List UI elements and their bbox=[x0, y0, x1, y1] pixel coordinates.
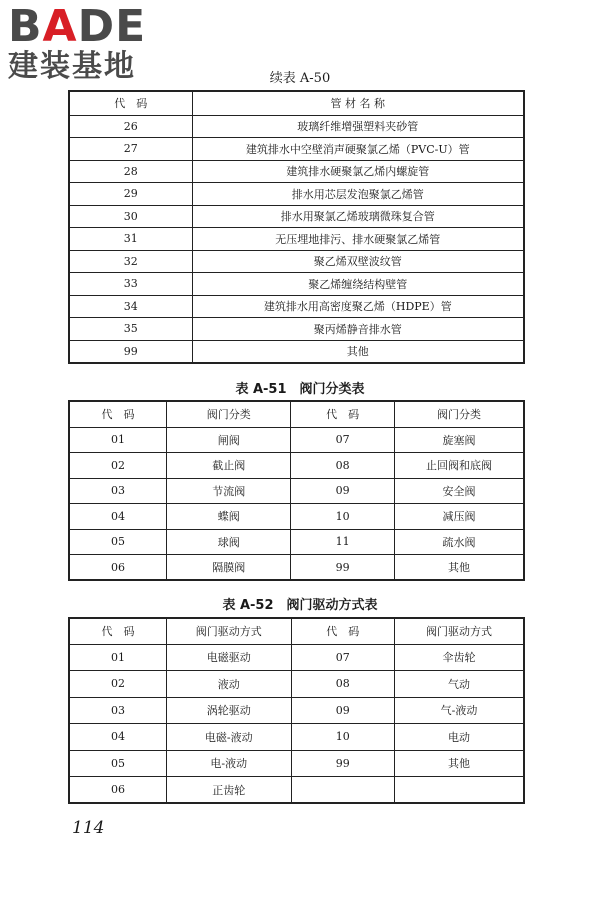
table-cell: 电-液动 bbox=[167, 750, 292, 777]
column-header-code: 代 码 bbox=[69, 91, 192, 115]
table-a50 bbox=[68, 90, 525, 364]
table-cell: 32 bbox=[69, 250, 192, 273]
table-row bbox=[69, 777, 524, 804]
column-header-drive-method: 阀门驱动方式 bbox=[167, 618, 292, 644]
table-row bbox=[69, 340, 524, 363]
table-row bbox=[69, 318, 524, 341]
table-cell: 99 bbox=[69, 340, 192, 363]
table-cell: 11 bbox=[291, 529, 394, 555]
table-cell: 10 bbox=[291, 724, 394, 751]
table-cell: 排水用芯层发泡聚氯乙烯管 bbox=[192, 183, 524, 206]
table-row bbox=[69, 228, 524, 251]
table-cell: 电磁驱动 bbox=[167, 644, 292, 671]
table-cell: 无压埋地排污、排水硬聚氯乙烯管 bbox=[192, 228, 524, 251]
table-row bbox=[69, 671, 524, 698]
table-cell: 其他 bbox=[192, 340, 524, 363]
table-cell: 旋塞阀 bbox=[394, 427, 524, 453]
table-cell: 玻璃纤维增强塑料夹砂管 bbox=[192, 115, 524, 138]
table-cell: 蝶阀 bbox=[167, 504, 291, 530]
table-cell: 液动 bbox=[167, 671, 292, 698]
table-a52-caption: 表 A-52 阀门驱动方式表 bbox=[222, 598, 378, 613]
table-row bbox=[69, 250, 524, 273]
column-header-code: 代 码 bbox=[69, 618, 167, 644]
table-row bbox=[69, 138, 524, 161]
table-cell: 35 bbox=[69, 318, 192, 341]
table-cell: 06 bbox=[69, 555, 167, 581]
column-header-code: 代 码 bbox=[291, 618, 394, 644]
table-cell: 气动 bbox=[394, 671, 524, 698]
table-cell: 31 bbox=[69, 228, 192, 251]
column-header-code: 代 码 bbox=[69, 401, 167, 427]
table-row bbox=[69, 750, 524, 777]
table-row bbox=[69, 160, 524, 183]
table-cell: 隔膜阀 bbox=[167, 555, 291, 581]
table-cell: 07 bbox=[291, 644, 394, 671]
table-cell: 聚乙烯缠绕结构壁管 bbox=[192, 273, 524, 296]
table-cell: 排水用聚氯乙烯玻璃微珠复合管 bbox=[192, 205, 524, 228]
table-cell: 电磁-液动 bbox=[167, 724, 292, 751]
column-header-pipe-name: 管 材 名 称 bbox=[192, 91, 524, 115]
table-cell: 电动 bbox=[394, 724, 524, 751]
table-cell: 09 bbox=[291, 478, 394, 504]
table-cell: 33 bbox=[69, 273, 192, 296]
table-row bbox=[69, 555, 524, 581]
table-cell: 其他 bbox=[394, 750, 524, 777]
table-a52 bbox=[68, 617, 525, 804]
table-header-row bbox=[69, 618, 524, 644]
table-cell: 截止阀 bbox=[167, 453, 291, 479]
table-cell: 07 bbox=[291, 427, 394, 453]
table-cell: 闸阀 bbox=[167, 427, 291, 453]
table-cell: 止回阀和底阀 bbox=[394, 453, 524, 479]
column-header-valve-type: 阀门分类 bbox=[167, 401, 291, 427]
table-row bbox=[69, 205, 524, 228]
table-row bbox=[69, 529, 524, 555]
table-cell: 26 bbox=[69, 115, 192, 138]
table-row bbox=[69, 295, 524, 318]
table-row bbox=[69, 453, 524, 479]
table-cell: 01 bbox=[69, 427, 167, 453]
table-row bbox=[69, 273, 524, 296]
column-header-valve-type: 阀门分类 bbox=[394, 401, 524, 427]
table-cell: 09 bbox=[291, 697, 394, 724]
table-row bbox=[69, 724, 524, 751]
table-cell: 球阀 bbox=[167, 529, 291, 555]
table-row bbox=[69, 478, 524, 504]
table-cell: 06 bbox=[69, 777, 167, 804]
table-cell: 05 bbox=[69, 529, 167, 555]
table-a51-caption: 表 A-51 阀门分类表 bbox=[235, 382, 365, 397]
table-cell: 聚丙烯静音排水管 bbox=[192, 318, 524, 341]
table-cell: 减压阀 bbox=[394, 504, 524, 530]
column-header-drive-method: 阀门驱动方式 bbox=[394, 618, 524, 644]
table-cell: 99 bbox=[291, 555, 394, 581]
page-number: 114 bbox=[72, 818, 105, 838]
table-cell: 涡轮驱动 bbox=[167, 697, 292, 724]
table-row bbox=[69, 697, 524, 724]
table-cell: 04 bbox=[69, 724, 167, 751]
table-cell: 聚乙烯双壁波纹管 bbox=[192, 250, 524, 273]
table-cell: 01 bbox=[69, 644, 167, 671]
table-cell: 10 bbox=[291, 504, 394, 530]
table-a50-caption: 续表 A-50 bbox=[269, 71, 331, 86]
logo-wordmark: BADE bbox=[8, 1, 147, 52]
table-row bbox=[69, 115, 524, 138]
table-cell: 08 bbox=[291, 671, 394, 698]
table-cell: 27 bbox=[69, 138, 192, 161]
table-cell: 08 bbox=[291, 453, 394, 479]
table-row bbox=[69, 644, 524, 671]
table-header-row bbox=[69, 401, 524, 427]
table-cell: 03 bbox=[69, 478, 167, 504]
table-cell: 02 bbox=[69, 671, 167, 698]
table-cell: 03 bbox=[69, 697, 167, 724]
table-cell: 建筑排水中空壁消声硬聚氯乙烯（PVC-U）管 bbox=[192, 138, 524, 161]
table-row bbox=[69, 183, 524, 206]
table-a51 bbox=[68, 400, 525, 581]
table-cell: 其他 bbox=[394, 555, 524, 581]
table-cell: 28 bbox=[69, 160, 192, 183]
table-cell: 34 bbox=[69, 295, 192, 318]
table-cell: 29 bbox=[69, 183, 192, 206]
table-cell: 正齿轮 bbox=[167, 777, 292, 804]
table-cell: 02 bbox=[69, 453, 167, 479]
table-cell: 05 bbox=[69, 750, 167, 777]
table-cell bbox=[291, 777, 394, 804]
table-row bbox=[69, 504, 524, 530]
table-cell: 99 bbox=[291, 750, 394, 777]
table-cell: 30 bbox=[69, 205, 192, 228]
table-cell: 节流阀 bbox=[167, 478, 291, 504]
logo-subtitle: 建装基地 bbox=[8, 49, 136, 84]
column-header-code: 代 码 bbox=[291, 401, 394, 427]
table-cell: 疏水阀 bbox=[394, 529, 524, 555]
table-cell: 建筑排水用高密度聚乙烯（HDPE）管 bbox=[192, 295, 524, 318]
table-cell: 安全阀 bbox=[394, 478, 524, 504]
table-row bbox=[69, 427, 524, 453]
table-cell: 建筑排水硬聚氯乙烯内螺旋管 bbox=[192, 160, 524, 183]
table-cell: 伞齿轮 bbox=[394, 644, 524, 671]
table-cell bbox=[394, 777, 524, 804]
table-cell: 04 bbox=[69, 504, 167, 530]
table-header-row bbox=[69, 91, 524, 115]
table-cell: 气-液动 bbox=[394, 697, 524, 724]
